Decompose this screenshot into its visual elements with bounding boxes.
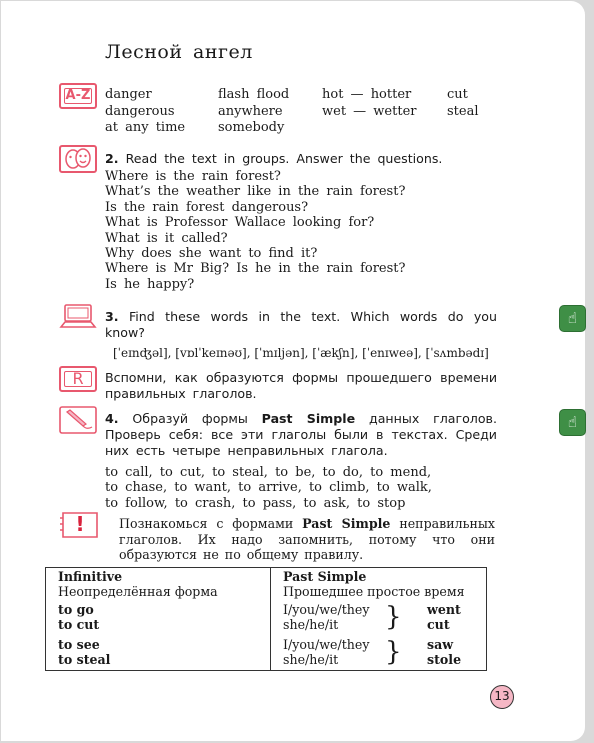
task-3-instruction [105, 309, 497, 341]
brace: } [385, 637, 402, 667]
infinitive: to steal [58, 652, 111, 667]
verb-line: to chase, to want, to arrive, to climb, to walk, [105, 480, 432, 496]
vocabulary-az-icon [59, 83, 97, 109]
table-cell [271, 633, 416, 671]
table-cell [415, 633, 487, 671]
remember-r-icon [59, 366, 97, 392]
az-icon-label: A-Z [65, 88, 91, 103]
table-cell [415, 600, 487, 633]
vocab-word: dangerous [105, 104, 175, 119]
vocab-word: wet — wetter [322, 104, 417, 119]
table-header-cell [271, 568, 487, 601]
note-text: Познакомься с формами [119, 516, 303, 531]
exclaim-icon-label: ! [75, 512, 85, 536]
past-form: cut [427, 617, 450, 632]
task-4-instruction [105, 411, 497, 459]
hand-pointer-icon: ☝ [567, 309, 578, 327]
vocab-word: hot — hotter [322, 87, 412, 102]
question: Is the rain forest dangerous? [105, 199, 309, 215]
brace: } [385, 602, 402, 632]
vocab-word: steal [447, 104, 479, 119]
table-cell [271, 600, 416, 633]
hand-pointer-icon: ☝ [567, 413, 578, 431]
note-text-bold: Past Simple [302, 516, 391, 531]
infinitive: to cut [58, 617, 100, 632]
pronouns: I/you/we/they [283, 637, 370, 652]
page-number: 13 [490, 685, 514, 709]
r-icon-label: R [72, 369, 84, 388]
laptop-icon [59, 303, 97, 329]
attention-icon [59, 510, 101, 540]
vocab-word: anywhere [218, 104, 283, 119]
textbook-page [1, 1, 585, 741]
vocab-word: flash flood [218, 87, 290, 102]
task-2-instruction [105, 151, 505, 167]
masks-icon [59, 145, 97, 173]
task-number: 4. [105, 411, 119, 426]
task-4-audio-button[interactable] [559, 409, 586, 436]
note-text: неправильных глаголов. Их надо запомнить, потому что они образуются не по общему правилу. [119, 516, 495, 562]
verb-line: to call, to cut, to steal, to be, to do, to mend, [105, 465, 432, 480]
table-header-cell [46, 568, 271, 601]
remember-text: Вспомни, как образуются формы прошедшего времени правильных глаголов. [105, 370, 497, 401]
table-cell [46, 633, 271, 671]
header-infinitive: Infinitive [58, 569, 123, 584]
table-row [46, 600, 487, 633]
question: Where is Mr Big? Is he in the rain forest? [105, 261, 406, 277]
task-text-bold: Past Simple [261, 411, 356, 426]
past-form: went [427, 602, 461, 617]
vocab-word: somebody [218, 120, 285, 135]
task-number: 2. [105, 151, 119, 166]
question: What’s the weather like in the rain forest? [105, 184, 406, 200]
question: Where is the rain forest? [105, 169, 281, 184]
pen-icon [59, 406, 97, 434]
vocab-word: cut [447, 87, 468, 102]
task-text: Find these words in the text. Which words do you know? [105, 309, 497, 340]
task-number: 3. [105, 309, 119, 324]
pronouns: she/he/it [283, 652, 339, 667]
infinitive: to go [58, 602, 94, 617]
task-text: данных глаголов. Проверь себя: все эти глаголы были в текстах. Среди них есть четыре неправильных глагола. [105, 411, 497, 458]
vocab-word: at any time [105, 120, 186, 135]
past-form: saw [427, 637, 454, 652]
question: What is it called? [105, 230, 228, 246]
verb-line: to follow, to crash, to pass, to ask, to stop [105, 495, 406, 511]
transcriptions: [ˈeɪnʤəl], [vɒlˈkeɪnəʊ], [ˈmɪljən], [ˈækʃn], [ˈenɪweə], [ˈsʌmbədɪ] [113, 346, 489, 360]
page-title: Лесной ангел [105, 41, 253, 63]
question: What is Professor Wallace looking for? [105, 215, 375, 231]
header-past-simple-ru: Прошедшее простое время [283, 584, 465, 599]
question: Is he happy? [105, 276, 195, 292]
table-row [46, 633, 487, 671]
table-header-row [46, 568, 487, 601]
irregular-note [119, 516, 495, 563]
question-list [105, 169, 405, 292]
header-infinitive-ru: Неопределённая форма [58, 584, 218, 599]
irregular-verbs-table [45, 567, 487, 671]
task-text: Read the text in groups. Answer the questions. [125, 151, 443, 166]
infinitive: to see [58, 637, 100, 652]
task-3-audio-button[interactable] [559, 305, 586, 332]
pronouns: she/he/it [283, 617, 339, 632]
verb-list [105, 465, 432, 511]
task-text: Образуй формы [132, 411, 262, 426]
question: Why does she want to find it? [105, 246, 318, 262]
vocab-word: danger [105, 87, 152, 102]
table-cell [46, 600, 271, 633]
header-past-simple: Past Simple [283, 569, 367, 584]
past-form: stole [427, 652, 462, 667]
pronouns: I/you/we/they [283, 602, 370, 617]
